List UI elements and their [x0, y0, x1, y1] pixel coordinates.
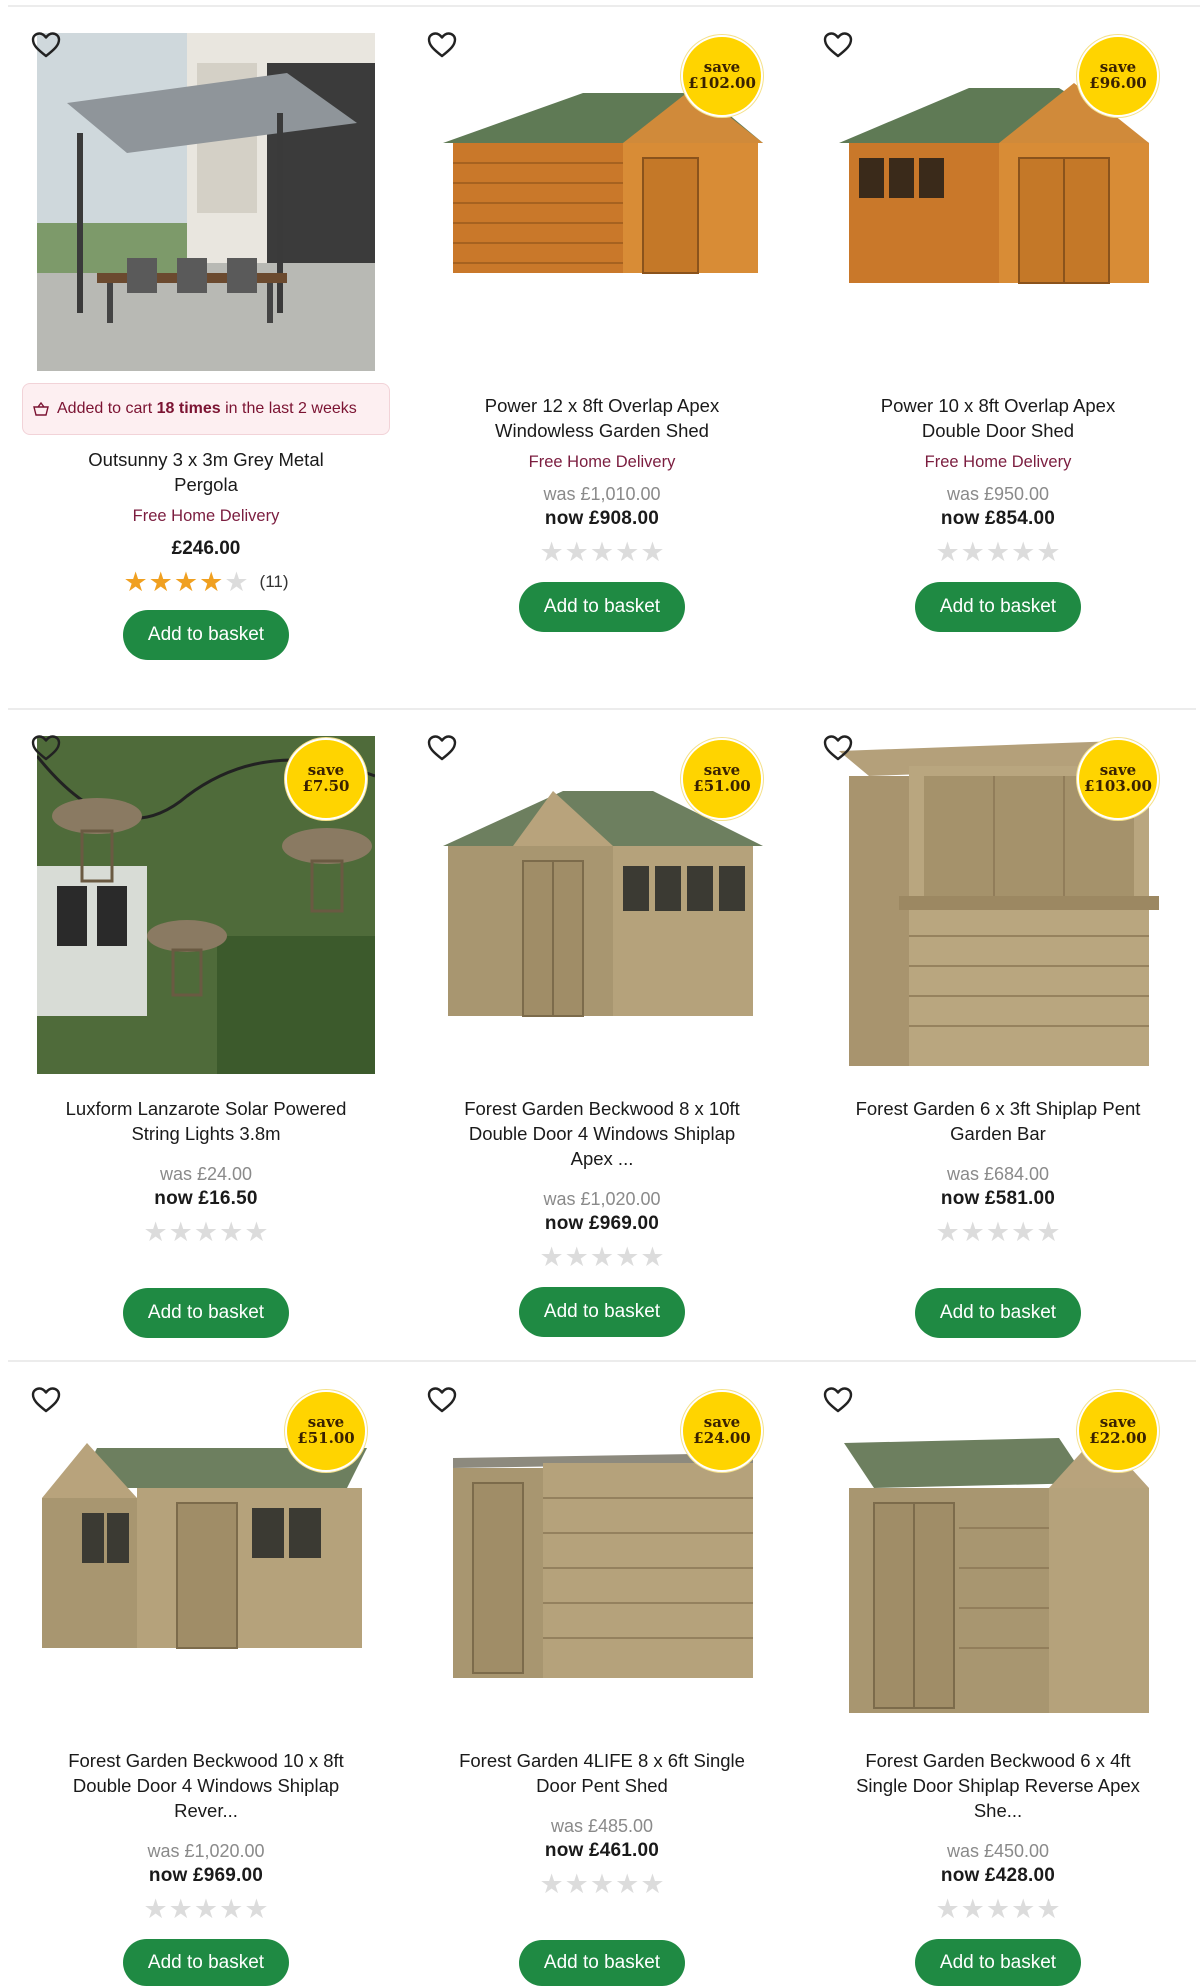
rating-stars	[935, 538, 1060, 566]
heart-outline-icon	[31, 734, 61, 762]
star-icon: ★	[123, 567, 148, 597]
was-price: was £450.00	[946, 1841, 1050, 1861]
star-icon: ★	[219, 1894, 244, 1924]
add-to-basket-button[interactable]: Add to basket	[123, 610, 289, 660]
add-to-basket-button[interactable]: Add to basket	[915, 1288, 1081, 1338]
star-icon: ★	[589, 1869, 615, 1899]
cart-activity-note	[22, 383, 390, 435]
star-icon: ★	[173, 567, 199, 597]
product-title[interactable]: Forest Garden Beckwood 8 x 10ft Double Door 4 Windows Shiplap Apex ...	[464, 1098, 740, 1169]
star-icon: ★	[960, 1894, 985, 1924]
now-price: now £969.00	[148, 1865, 264, 1886]
product-title[interactable]: Luxform Lanzarote Solar Powered String Lights 3.8m	[65, 1098, 347, 1144]
star-icon: ★	[615, 1242, 640, 1272]
star-icon: ★	[1011, 1894, 1036, 1924]
star-icon: ★	[244, 1217, 269, 1247]
save-badge: save £24.00	[681, 1390, 763, 1472]
star-icon: ★	[564, 537, 589, 567]
add-to-basket-button[interactable]: Add to basket	[915, 1939, 1081, 1986]
star-icon: ★	[985, 1217, 1011, 1247]
product-card	[800, 710, 1196, 1362]
star-icon: ★	[1011, 1217, 1036, 1247]
favourite-button[interactable]	[422, 25, 462, 65]
star-icon: ★	[199, 567, 224, 597]
star-icon: ★	[640, 1869, 665, 1899]
favourite-button[interactable]	[818, 25, 858, 65]
star-icon: ★	[148, 567, 173, 597]
product-image[interactable]	[37, 33, 375, 371]
product-card	[800, 7, 1196, 710]
was-price: was £684.00	[946, 1164, 1050, 1184]
save-badge: save £96.00	[1077, 35, 1159, 117]
heart-outline-icon	[31, 1386, 61, 1414]
star-icon: ★	[168, 1217, 193, 1247]
star-icon: ★	[589, 537, 615, 567]
star-icon: ★	[1011, 537, 1036, 567]
delivery-label: Free Home Delivery	[132, 507, 280, 525]
product-card	[8, 1362, 404, 1986]
heart-outline-icon	[427, 1386, 457, 1414]
star-icon: ★	[1036, 1217, 1061, 1247]
now-price: now £581.00	[940, 1188, 1056, 1209]
product-title[interactable]: Forest Garden 4LIFE 8 x 6ft Single Door Pent Shed	[459, 1750, 745, 1796]
now-price: now £428.00	[940, 1865, 1056, 1886]
star-icon: ★	[935, 1217, 960, 1247]
product-card	[404, 1362, 800, 1986]
product-title[interactable]: Power 10 x 8ft Overlap Apex Double Door Shed	[880, 395, 1116, 441]
star-icon: ★	[615, 1869, 640, 1899]
now-price: now £854.00	[940, 508, 1056, 529]
was-price: was £24.00	[159, 1164, 253, 1184]
star-icon: ★	[168, 1894, 193, 1924]
star-icon: ★	[615, 537, 640, 567]
heart-outline-icon	[823, 1386, 853, 1414]
add-to-basket-button[interactable]: Add to basket	[519, 582, 685, 632]
star-icon: ★	[1036, 537, 1061, 567]
heart-outline-icon	[427, 31, 457, 59]
add-to-basket-button[interactable]: Add to basket	[519, 1287, 685, 1337]
product-card	[8, 7, 404, 710]
rating-stars	[143, 1895, 268, 1923]
was-price: was £485.00	[550, 1816, 654, 1836]
product-card	[8, 710, 404, 1362]
product-title[interactable]: Forest Garden Beckwood 6 x 4ft Single Door Shiplap Reverse Apex She...	[856, 1750, 1140, 1821]
now-price: now £16.50	[154, 1188, 258, 1209]
save-badge: save £103.00	[1077, 738, 1159, 820]
add-to-basket-button[interactable]: Add to basket	[519, 1940, 685, 1986]
save-badge: save £51.00	[681, 738, 763, 820]
star-icon: ★	[935, 1894, 960, 1924]
rating-stars	[143, 1218, 268, 1246]
cart-note-text: Added to cart 18 times in the last 2 weeks	[57, 400, 357, 418]
save-badge: save £7.50	[285, 738, 367, 820]
star-icon: ★	[193, 1217, 219, 1247]
product-title[interactable]: Power 12 x 8ft Overlap Apex Windowless Garden Shed	[484, 395, 720, 441]
pergola-image	[37, 33, 375, 371]
star-icon: ★	[960, 1217, 985, 1247]
now-price: now £461.00	[544, 1840, 660, 1861]
star-icon: ★	[244, 1894, 269, 1924]
now-price: now £969.00	[544, 1213, 660, 1234]
rating-stars	[539, 538, 664, 566]
favourite-button[interactable]	[26, 1380, 66, 1420]
star-icon: ★	[985, 1894, 1011, 1924]
favourite-button[interactable]	[26, 728, 66, 768]
star-icon: ★	[539, 1869, 564, 1899]
product-title[interactable]: Forest Garden Beckwood 10 x 8ft Double Door 4 Windows Shiplap Rever...	[68, 1750, 344, 1821]
delivery-label: Free Home Delivery	[528, 453, 676, 471]
delivery-label: Free Home Delivery	[924, 453, 1072, 471]
product-title[interactable]: Forest Garden 6 x 3ft Shiplap Pent Garden Bar	[855, 1098, 1141, 1144]
was-price: was £1,020.00	[543, 1189, 661, 1209]
was-price: was £1,010.00	[543, 484, 661, 504]
heart-outline-icon	[427, 734, 457, 762]
star-icon: ★	[960, 537, 985, 567]
product-card	[800, 1362, 1196, 1986]
heart-outline-icon	[31, 31, 61, 59]
was-price: was £950.00	[946, 484, 1050, 504]
star-icon: ★	[143, 1894, 168, 1924]
was-price: was £1,020.00	[147, 1841, 265, 1861]
star-icon: ★	[143, 1217, 168, 1247]
star-icon: ★	[193, 1894, 219, 1924]
favourite-button[interactable]	[818, 728, 858, 768]
favourite-button[interactable]	[26, 25, 66, 65]
add-to-basket-button[interactable]: Add to basket	[915, 582, 1081, 632]
star-icon: ★	[640, 1242, 665, 1272]
star-icon: ★	[640, 537, 665, 567]
favourite-button[interactable]	[422, 1380, 462, 1420]
heart-outline-icon	[823, 31, 853, 59]
favourite-button[interactable]	[422, 728, 462, 768]
add-to-basket-button[interactable]: Add to basket	[123, 1288, 289, 1338]
star-icon: ★	[589, 1242, 615, 1272]
product-price: £246.00	[171, 538, 241, 559]
now-price: now £908.00	[544, 508, 660, 529]
product-grid	[8, 7, 1198, 1986]
star-icon: ★	[564, 1242, 589, 1272]
basket-icon	[33, 402, 49, 416]
add-to-basket-button[interactable]: Add to basket	[123, 1939, 289, 1986]
product-card	[404, 710, 800, 1362]
star-icon: ★	[985, 537, 1011, 567]
star-icon: ★	[564, 1869, 589, 1899]
rating-stars	[935, 1895, 1060, 1923]
rating-stars	[123, 568, 288, 596]
save-badge: save £51.00	[285, 1390, 367, 1472]
favourite-button[interactable]	[818, 1380, 858, 1420]
product-card	[404, 7, 800, 710]
rating-stars	[935, 1218, 1060, 1246]
save-badge: save £22.00	[1077, 1390, 1159, 1472]
rating-stars	[539, 1870, 664, 1898]
star-icon: ★	[224, 567, 249, 597]
rating-stars	[539, 1243, 664, 1271]
star-icon: ★	[219, 1217, 244, 1247]
rating-count[interactable]: (11)	[259, 572, 289, 591]
save-badge: save £102.00	[681, 35, 763, 117]
star-icon: ★	[539, 537, 564, 567]
star-icon: ★	[539, 1242, 564, 1272]
star-icon: ★	[935, 537, 960, 567]
product-title[interactable]: Outsunny 3 x 3m Grey Metal Pergola	[88, 449, 324, 495]
star-icon: ★	[1036, 1894, 1061, 1924]
heart-outline-icon	[823, 734, 853, 762]
